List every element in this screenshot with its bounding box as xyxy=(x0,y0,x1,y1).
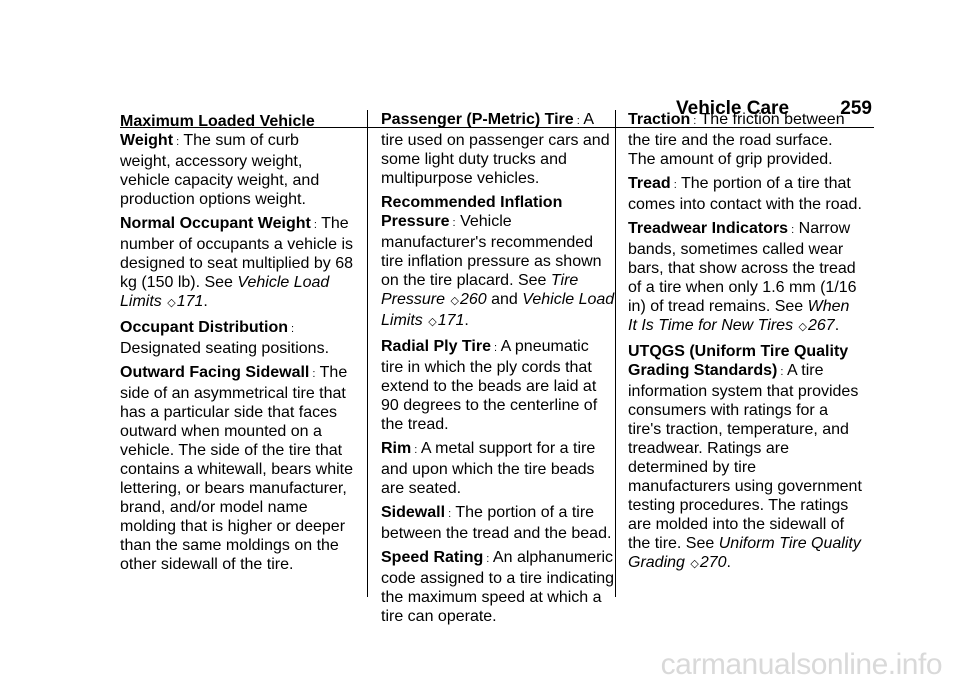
reference-page[interactable]: 171 xyxy=(176,293,204,310)
reference-page[interactable]: 267 xyxy=(808,317,835,334)
section-title: Vehicle Care xyxy=(676,98,790,119)
glossary-definition: The side of an asymmetrical tire that has a particular side that faces outward when mounted on a vehicle. The side of the tire that contains a whitewall, bears white lettering, or bears manufacturer, brand, and/or model name molding that is higher or deeper than the same moldings on the other sidewall of the tire. xyxy=(120,364,354,573)
cross-reference-link[interactable]: When It Is Time for New Tires xyxy=(628,298,850,334)
glossary-entry xyxy=(381,110,615,188)
cross-reference-link[interactable]: Vehicle Load Limits xyxy=(120,274,330,310)
glossary-entry: Recommended Inflation Pressure : Vehicle manufacturer's recommended tire inflation pressure as shown on the tire placard. See Tire Pressure ◇260 and Vehicle Load Limits ◇171. xyxy=(381,193,615,332)
reference-arrow-icon: ◇ xyxy=(690,558,699,570)
reference-arrow-icon: ◇ xyxy=(167,297,176,309)
glossary-term: UTQGS (Uniform Tire Quality Grading Standards) : xyxy=(628,343,848,379)
glossary-entry xyxy=(381,439,615,498)
reference-arrow-icon: ◇ xyxy=(428,316,437,328)
glossary-definition: A tire information system that provides consumers with ratings for a tire's traction, temperature, and treadwear. Ratings are determined by tire manufacturers using government testing procedures. The ratings are molded into the sidewall of the tire. See xyxy=(628,362,862,552)
glossary-entry xyxy=(120,112,354,209)
glossary-entry xyxy=(120,363,354,574)
glossary-definition: The number of occupants a vehicle is designed to seat multiplied by 68 kg (150 lb). See xyxy=(120,215,354,291)
glossary-entry xyxy=(628,174,862,214)
glossary-term: Recommended Inflation Pressure : xyxy=(381,194,562,230)
column-divider xyxy=(615,110,616,597)
glossary-definition: Designated seating positions. xyxy=(120,340,330,357)
glossary-definition: An alphanumeric code assigned to a tire indicating the maximum speed at which a tire can operate. xyxy=(381,549,615,625)
glossary-entry: Treadwear Indicators : Narrow bands, sometimes called wear bars, that show across the tread of a tire when only 1.6 mm (1/16 in) of tread remains. See When It Is Time for New Tires ◇267. xyxy=(628,219,862,337)
glossary-definition: The friction between the tire and the road surface. The amount of grip provided. xyxy=(628,111,845,168)
glossary-term: Maximum Loaded Vehicle Weight : xyxy=(120,113,315,149)
reference-page[interactable]: 270 xyxy=(699,554,727,571)
page-number: 259 xyxy=(840,98,872,119)
reference-arrow-icon: ◇ xyxy=(798,321,807,333)
glossary-definition: The portion of a tire that comes into contact with the road. xyxy=(628,175,862,213)
glossary-definition: The sum of curb weight, accessory weight, vehicle capacity weight, and production options weight. xyxy=(120,132,320,208)
reference-page[interactable]: 171 xyxy=(437,312,465,329)
glossary-entry xyxy=(381,503,615,543)
glossary-term: Speed Rating : xyxy=(381,549,489,566)
column-3 xyxy=(628,110,862,579)
glossary-term: Occupant Distribution : xyxy=(120,319,294,336)
column-2 xyxy=(381,110,615,631)
glossary-term: Rim : xyxy=(381,440,417,457)
glossary-entry xyxy=(628,110,862,169)
glossary-definition: The portion of a tire between the tread and the bead. xyxy=(381,504,612,542)
glossary-entry: Normal Occupant Weight : The number of occupants a vehicle is designed to seat multiplied by 68 kg (150 lb). See Vehicle Load Limits ◇171. xyxy=(120,214,354,313)
glossary-definition: A tire used on passenger cars and some light duty trucks and multipurpose vehicles. xyxy=(381,111,610,187)
glossary-term: Sidewall : xyxy=(381,504,451,521)
cross-reference-link[interactable]: Uniform Tire Quality Grading xyxy=(628,535,861,571)
glossary-definition: Narrow bands, sometimes called wear bars, that show across the tread of a tire when only 1.6 mm (1/16 in) of tread remains. See xyxy=(628,220,857,315)
reference-arrow-icon: ◇ xyxy=(450,295,459,307)
glossary-term: Treadwear Indicators : xyxy=(628,220,794,237)
glossary-entry xyxy=(120,318,354,358)
glossary-term: Traction : xyxy=(628,111,696,128)
glossary-term: Normal Occupant Weight : xyxy=(120,215,317,232)
reference-page[interactable]: 260 xyxy=(459,291,487,308)
watermark: carmanualsonline.info xyxy=(660,648,942,681)
glossary-definition: A metal support for a tire and upon which the tire beads are seated. xyxy=(381,440,596,497)
cross-reference-link[interactable]: Vehicle Load Limits xyxy=(381,291,615,329)
glossary-term: Radial Ply Tire : xyxy=(381,338,497,355)
glossary-entry: UTQGS (Uniform Tire Quality Grading Standards) : A tire information system that provides consumers with ratings for a tire's traction, temperature, and treadwear. Ratings are determined by tire manufacturers using government testing procedures. The ratings are molded into the sidewall of the tire. See Uniform Tire Quality Grading ◇270. xyxy=(628,342,862,574)
glossary-term: Outward Facing Sidewall : xyxy=(120,364,316,381)
glossary-definition: Vehicle manufacturer's recommended tire inflation pressure as shown on the tire placard. See xyxy=(381,213,602,289)
glossary-definition: A pneumatic tire in which the ply cords that extend to the beads are laid at 90 degrees to the centerline of the tread. xyxy=(381,338,598,433)
glossary-entry xyxy=(381,337,615,434)
cross-reference-link[interactable]: Tire Pressure xyxy=(381,272,579,308)
column-divider xyxy=(367,110,368,597)
column-1 xyxy=(120,112,354,579)
glossary-term: Tread : xyxy=(628,175,677,192)
glossary-entry xyxy=(381,548,615,626)
glossary-term: Passenger (P-Metric) Tire : xyxy=(381,111,580,128)
